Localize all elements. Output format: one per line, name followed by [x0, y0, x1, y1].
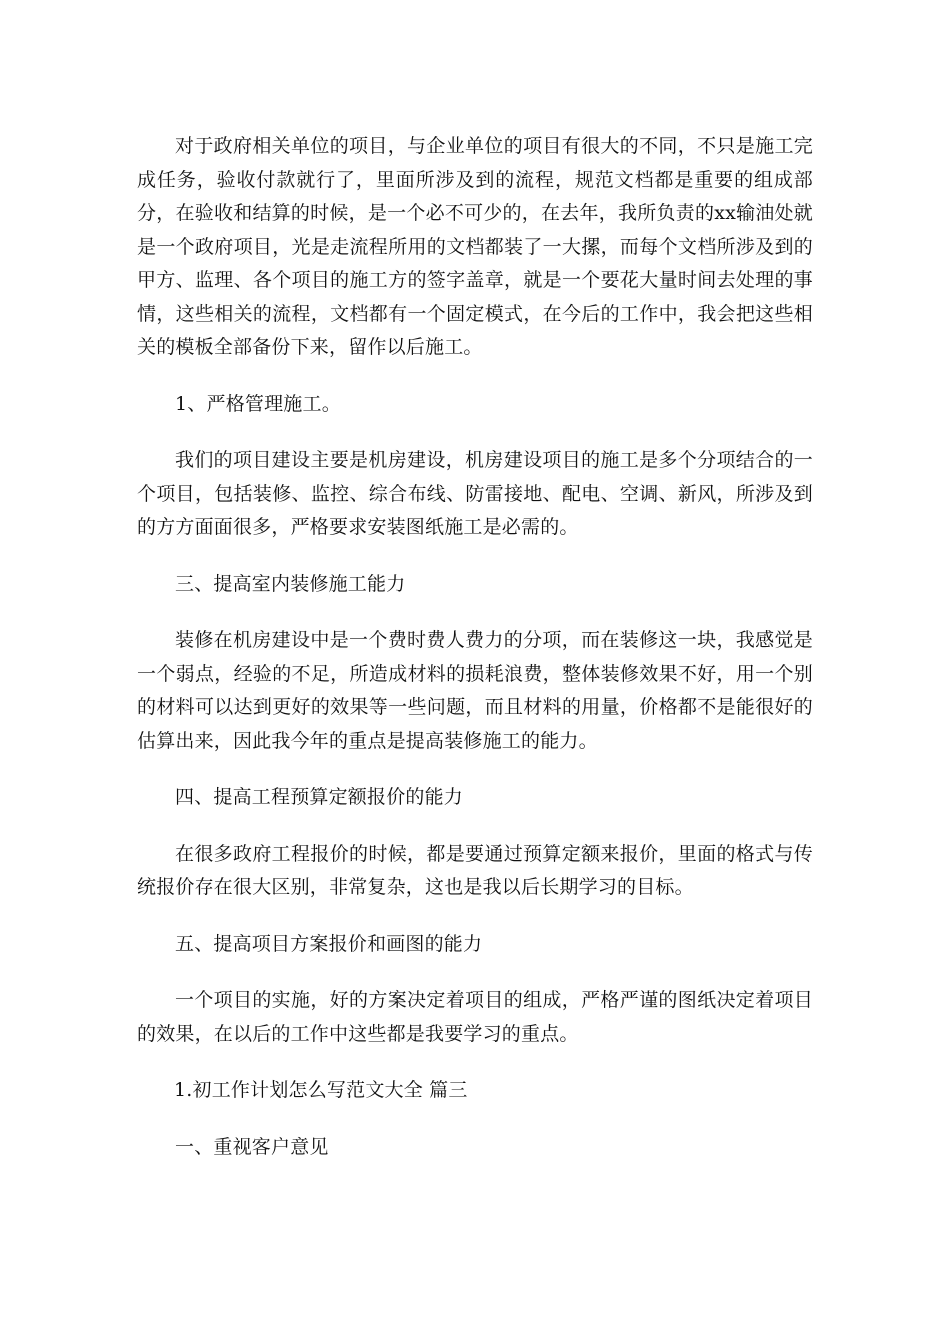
paragraph-decoration: 装修在机房建设中是一个费时费人费力的分项，而在装修这一块，我感觉是一个弱点，经验的不足，所造成材料的损耗浪费，整体装修效果不好，用一个别的材料可以达到更好的效果等一些问题，而且材料的用量，价格都不是能很好的估算出来，因此我今年的重点是提高装修施工的能力。: [137, 629, 813, 752]
heading-customer-opinion: 一、重视客户意见: [175, 1135, 329, 1158]
heading-strict-construction: 1、严格管理施工。: [175, 392, 341, 415]
heading-decoration-ability: 三、提高室内装修施工能力: [175, 572, 406, 595]
paragraph-government-projects: 对于政府相关单位的项目，与企业单位的项目有很大的不同，不只是施工完成任务，验收付款就行了，里面所涉及到的流程，规范文档都是重要的组成部分，在验收和结算的时候，是一个必不可少的，在去年，我所负责的xx输油处就是一个政府项目，光是走流程所用的文档都装了一大摞，而每个文档所涉及到的甲方、监理、各个项目的施工方的签字盖章，就是一个要花大量时间去处理的事情，这些相关的流程，文档都有一个固定模式，在今后的工作中，我会把这些相关的模板全部备份下来，留作以后施工。: [137, 135, 813, 358]
heading-budget-quota: 四、提高工程预算定额报价的能力: [175, 786, 464, 808]
section-subtitle: 1.初工作计划怎么写范文大全 篇三: [174, 1079, 468, 1101]
paragraph-budget-quota: 在很多政府工程报价的时候，都是要通过预算定额来报价，里面的格式与传统报价存在很大区别，非常复杂，这也是我以后长期学习的目标。: [137, 842, 813, 898]
paragraph-machine-room: 我们的项目建设主要是机房建设，机房建设项目的施工是多个分项结合的一个项目，包括装修、监控、综合布线、防雷接地、配电、空调、新风，所涉及到的方方面面很多，严格要求安装图纸施工是必需的。: [137, 449, 813, 538]
paragraph-plan-drawing: 一个项目的实施，好的方案决定着项目的组成，严格严谨的图纸决定着项目的效果，在以后的工作中这些都是我要学习的重点。: [137, 989, 813, 1045]
heading-plan-drawing: 五、提高项目方案报价和画图的能力: [175, 932, 483, 955]
document-body: [137, 130, 813, 1187]
